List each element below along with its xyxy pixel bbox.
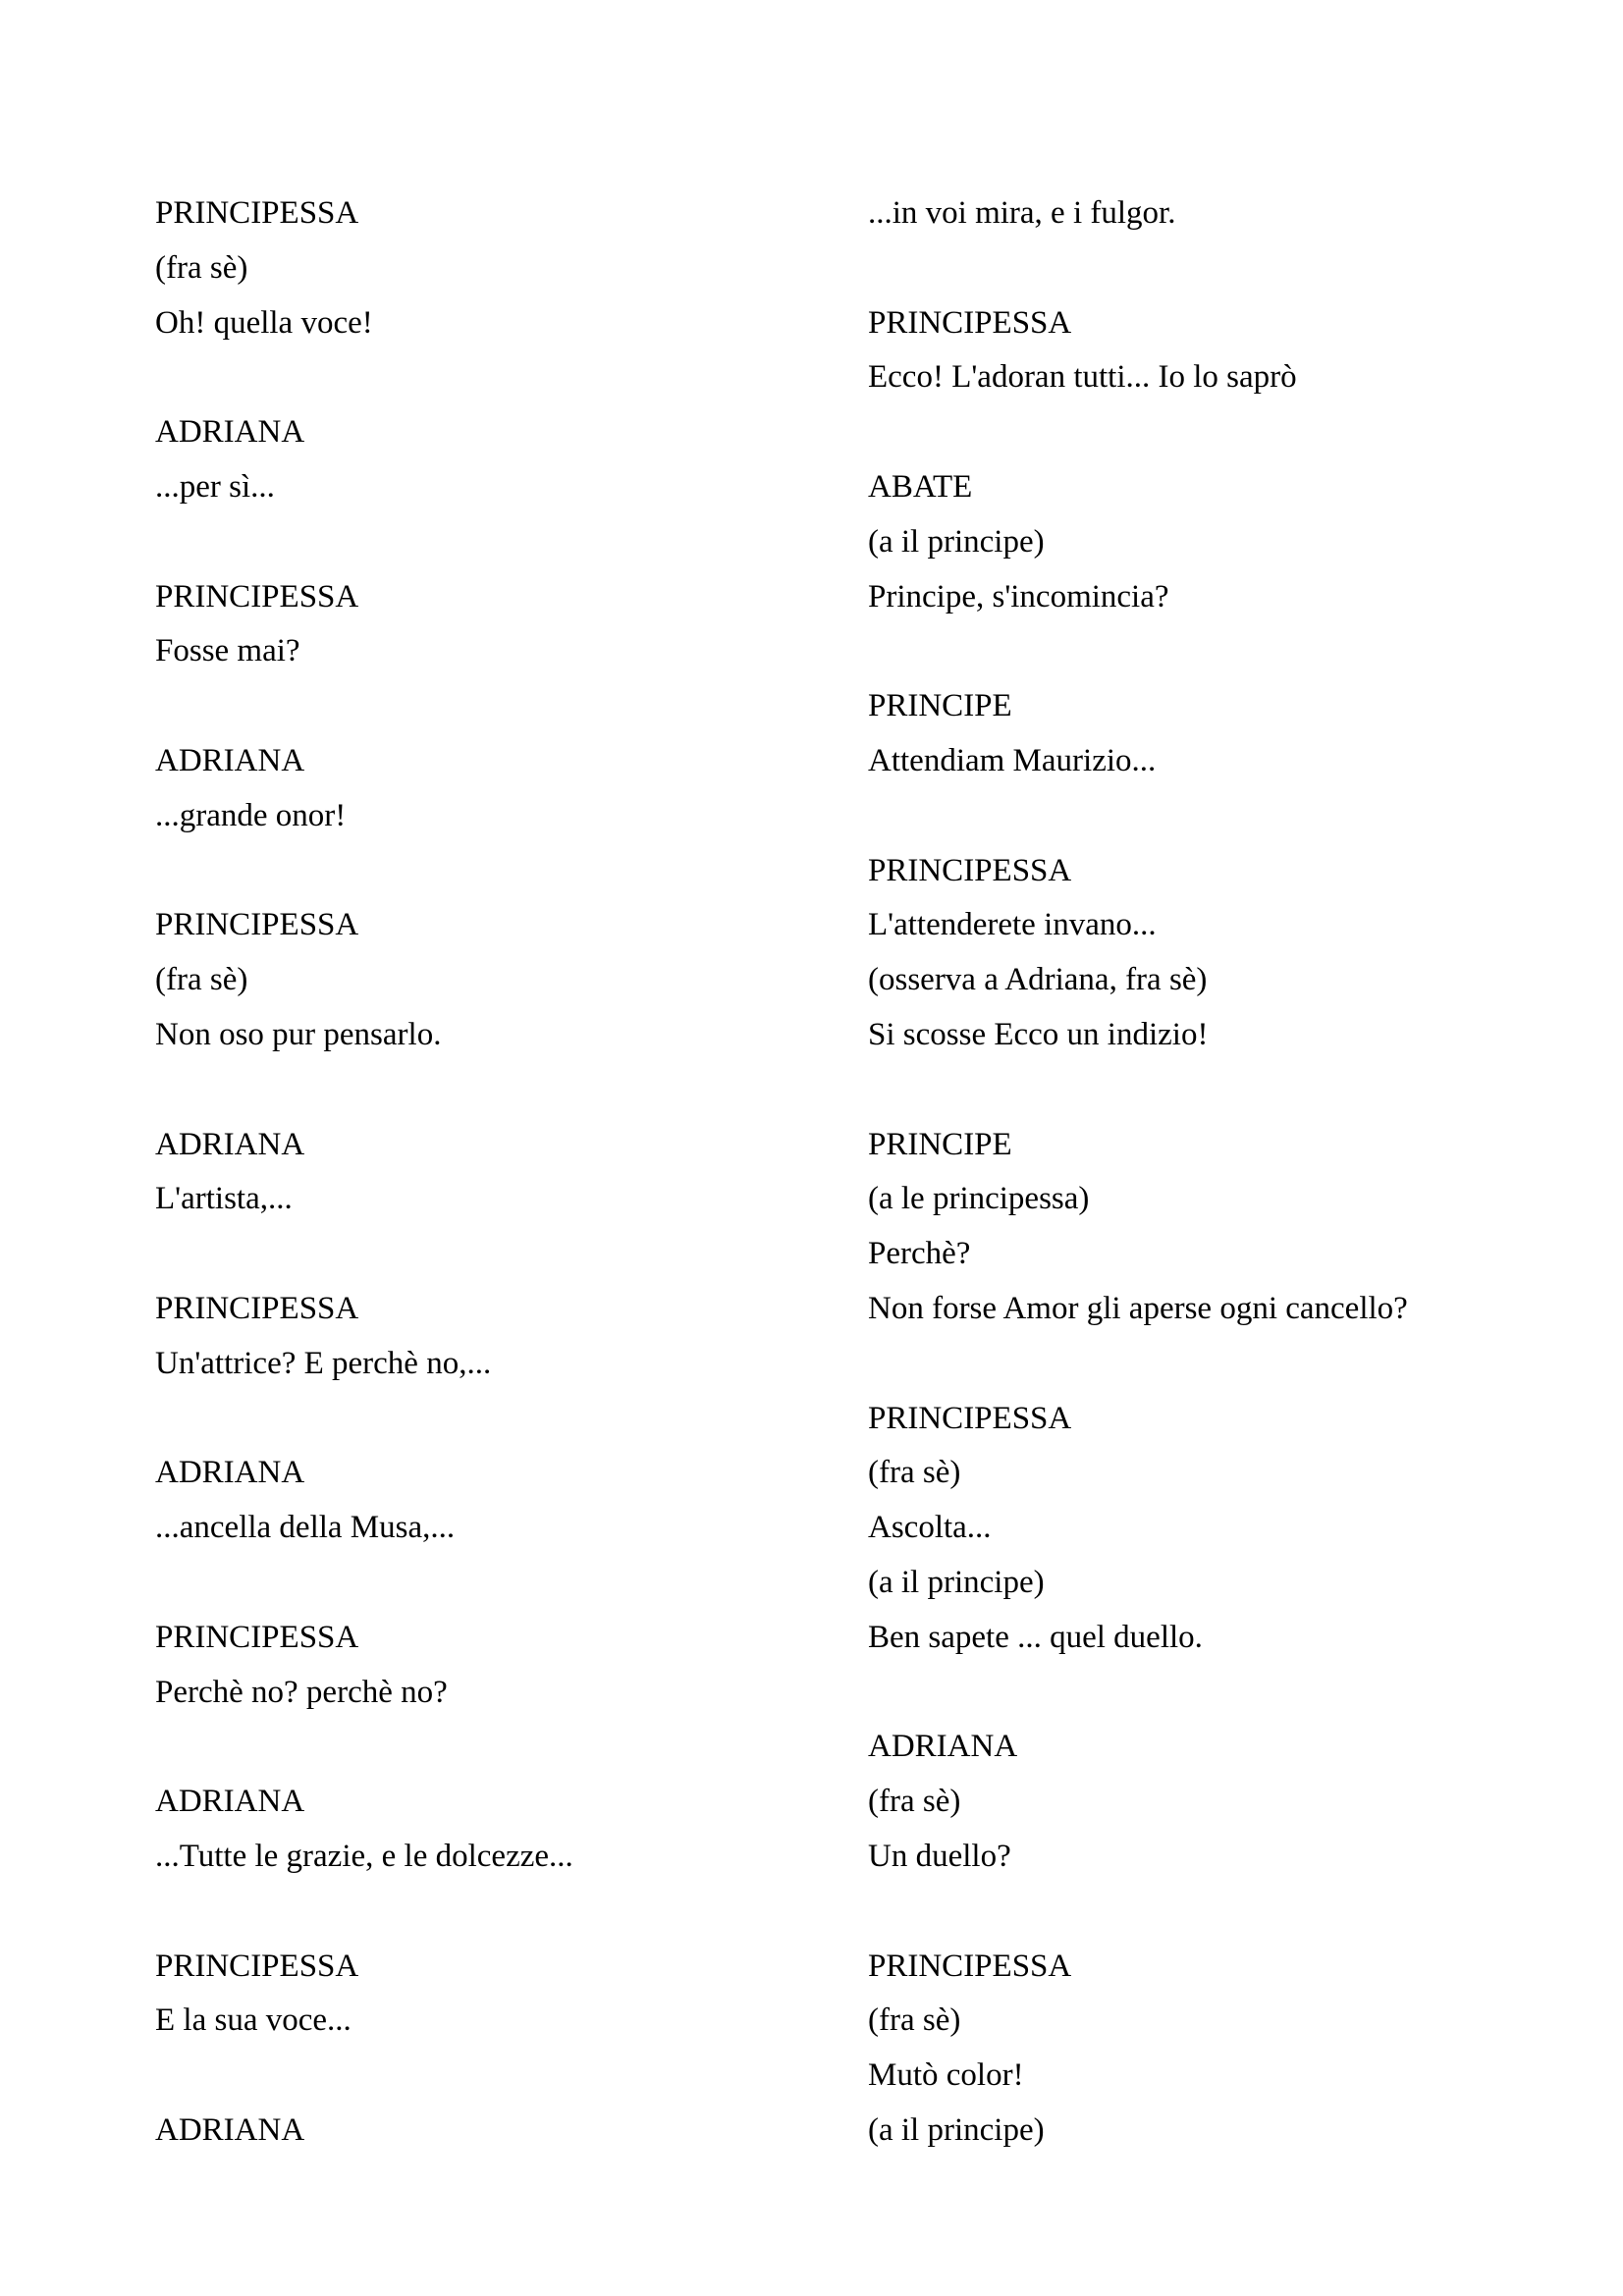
left-column-line: PRINCIPESSA	[155, 1619, 359, 1655]
right-column-line: Un duello?	[868, 1838, 1011, 1874]
left-column-blank-line	[155, 350, 862, 405]
left-column-blank-line	[155, 844, 862, 899]
left-column-line: ...ancella della Musa,...	[155, 1510, 456, 1546]
right-column-line: (a il principe)	[868, 1564, 1045, 1600]
left-column-blank-line	[155, 1885, 862, 1940]
left-column-line: PRINCIPESSA	[155, 578, 359, 614]
left-column-line: Perchè no? perchè no?	[155, 1674, 448, 1710]
right-column-line: Mutò color!	[868, 2057, 1024, 2094]
right-column-line: Ascolta...	[868, 1510, 992, 1546]
left-column	[155, 187, 862, 2159]
right-column-blank-line	[868, 1885, 1575, 1940]
right-column-blank-line	[868, 789, 1575, 844]
right-column-blank-line	[868, 1063, 1575, 1118]
left-column-line: ADRIANA	[155, 742, 305, 778]
left-column-line: PRINCIPESSA	[155, 1948, 359, 1984]
right-column-blank-line	[868, 405, 1575, 460]
right-column-line: L'attenderete invano...	[868, 907, 1157, 943]
left-column-blank-line	[155, 2049, 862, 2104]
right-column-line: (fra sè)	[868, 2002, 961, 2039]
right-column-line: Ben sapete ... quel duello.	[868, 1619, 1203, 1655]
left-column-line: Oh! quella voce!	[155, 304, 373, 341]
right-column-line: PRINCIPESSA	[868, 1400, 1072, 1436]
right-column-blank-line	[868, 1337, 1575, 1392]
right-column-line: Perchè?	[868, 1236, 971, 1272]
left-column-line: ADRIANA	[155, 2111, 305, 2148]
right-column	[868, 187, 1575, 2159]
right-column-line: PRINCIPESSA	[868, 1948, 1072, 1984]
left-column-line: Non oso pur pensarlo.	[155, 1016, 442, 1052]
right-column-line: Si scosse Ecco un indizio!	[868, 1016, 1209, 1052]
right-column-blank-line	[868, 624, 1575, 679]
left-column-line: PRINCIPESSA	[155, 907, 359, 943]
left-column-line: ADRIANA	[155, 1126, 305, 1162]
left-column-blank-line	[155, 515, 862, 570]
left-column-line: E la sua voce...	[155, 2002, 352, 2039]
left-column-line: L'artista,...	[155, 1181, 293, 1217]
left-column-blank-line	[155, 679, 862, 734]
right-column-line: ...in voi mira, e i fulgor.	[868, 195, 1176, 231]
right-column-line: Ecco! L'adoran tutti... Io lo saprò	[868, 359, 1297, 396]
right-column-line: (osserva a Adriana, fra sè)	[868, 962, 1208, 998]
left-column-line: PRINCIPESSA	[155, 195, 359, 231]
right-column-line: ADRIANA	[868, 1729, 1018, 1765]
right-column-line: (a le principessa)	[868, 1181, 1090, 1217]
right-column-line: PRINCIPE	[868, 1126, 1012, 1162]
right-column-line: ABATE	[868, 468, 973, 505]
right-column-line: (fra sè)	[868, 1784, 961, 1820]
left-column-blank-line	[155, 1720, 862, 1775]
left-column-line: Un'attrice? E perchè no,...	[155, 1345, 492, 1381]
left-column-blank-line	[155, 1392, 862, 1447]
left-column-line: PRINCIPESSA	[155, 1290, 359, 1326]
left-column-line: ADRIANA	[155, 1784, 305, 1820]
left-column-line: ...Tutte le grazie, e le dolcezze...	[155, 1838, 573, 1874]
left-column-blank-line	[155, 1556, 862, 1611]
left-column-blank-line	[155, 1227, 862, 1282]
left-column-line: ...per sì...	[155, 468, 275, 505]
left-column-line: Fosse mai?	[155, 633, 300, 669]
left-column-blank-line	[155, 1063, 862, 1118]
left-column-line: ADRIANA	[155, 1455, 305, 1491]
left-column-line: ...grande onor!	[155, 797, 347, 833]
right-column-blank-line	[868, 241, 1575, 296]
left-column-line: ADRIANA	[155, 414, 305, 451]
right-column-line: PRINCIPESSA	[868, 852, 1072, 888]
left-column-line: (fra sè)	[155, 249, 248, 286]
left-column-line: (fra sè)	[155, 962, 248, 998]
right-column-line: PRINCIPESSA	[868, 304, 1072, 341]
right-column-line: Non forse Amor gli aperse ogni cancello?	[868, 1290, 1408, 1326]
right-column-line: PRINCIPE	[868, 688, 1012, 724]
right-column-line: Principe, s'incomincia?	[868, 578, 1169, 614]
right-column-line: Attendiam Maurizio...	[868, 742, 1157, 778]
right-column-line: (a il principe)	[868, 523, 1045, 560]
right-column-line: (fra sè)	[868, 1455, 961, 1491]
right-column-blank-line	[868, 1666, 1575, 1721]
right-column-line: (a il principe)	[868, 2111, 1045, 2148]
